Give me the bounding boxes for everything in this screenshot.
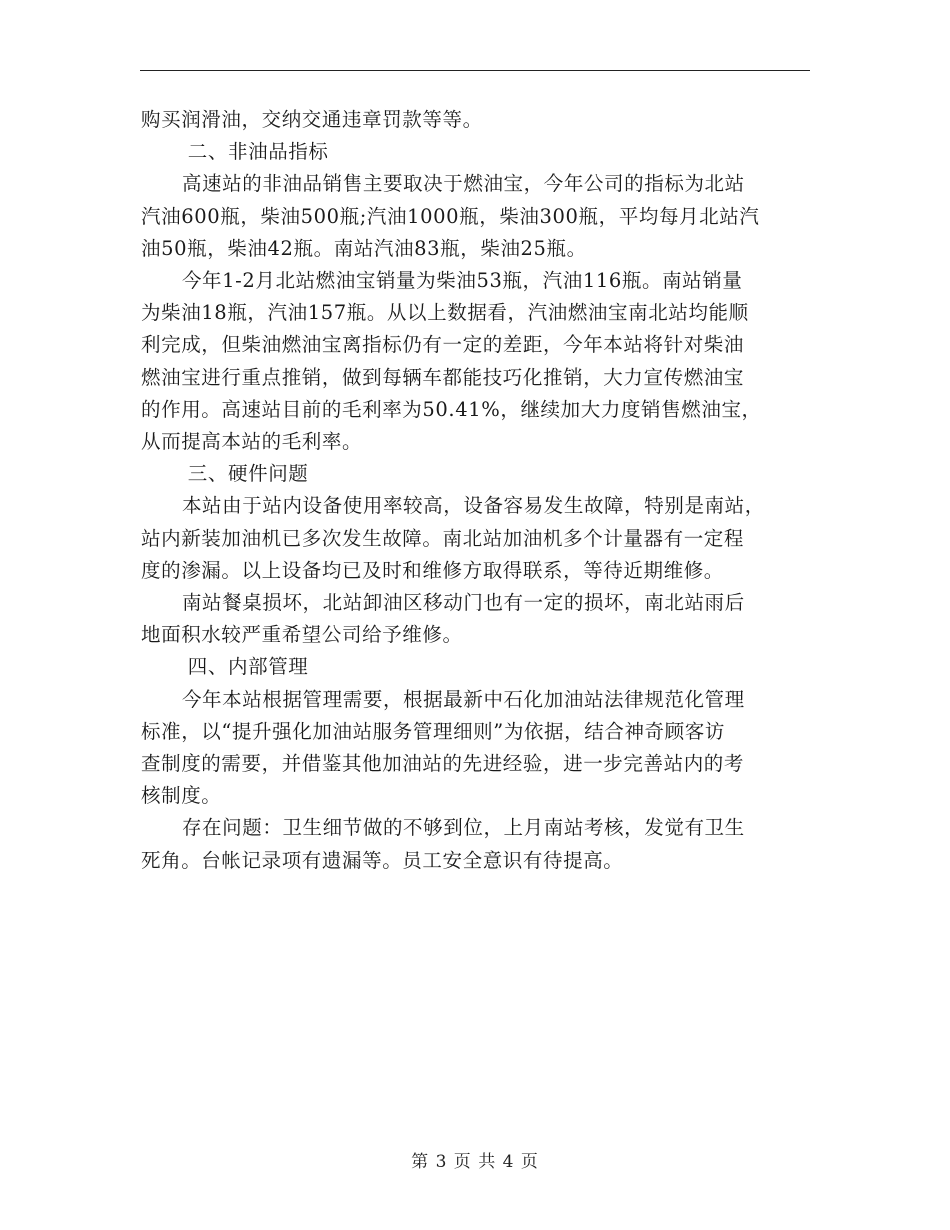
section-heading-hardware: 三、硬件问题 xyxy=(187,462,309,486)
paragraph-equipment-faults: 本站由于站内设备使用率较高，设备容易发生故障，特别是南站， 站内新装加油机已多次发生故障。南北站加油机多个计量器有一定程 度的渗漏。以上设备均已及时和维修方取得联系，等待近期维修。 xyxy=(141,494,765,582)
paragraph-non-oil-targets: 高速站的非油品销售主要取决于燃油宝，今年公司的指标为北站 汽油600瓶，柴油500瓶;汽油1000瓶，柴油300瓶，平均每月北站汽 油50瓶，柴油42瓶。南站汽油83瓶，柴油25瓶。 xyxy=(141,172,760,260)
page-number-footer: 第 3 页 共 4 页 xyxy=(411,1152,539,1172)
paragraph-existing-problems: 存在问题：卫生细节做的不够到位，上月南站考核，发觉有卫生 死角。台帐记录项有遗漏等。员工安全意识有待提高。 xyxy=(141,816,745,872)
document-body xyxy=(141,104,807,877)
section-heading-non-oil: 二、非油品指标 xyxy=(187,140,329,164)
paragraph-management-standards: 今年本站根据管理需要，根据最新中石化加油站法律规范化管理 标准，以“提升强化加油站服务管理细则”为依据，结合神奇顾客访 查制度的需要，并借鉴其他加油站的先进经验，进一步完善站内的考 核制度。 xyxy=(141,687,745,808)
header-rule xyxy=(140,70,810,71)
paragraph-sales-analysis: 今年1-2月北站燃油宝销量为柴油53瓶，汽油116瓶。南站销量 为柴油18瓶，汽油157瓶。从以上数据看，汽油燃油宝南北站均能顺 利完成，但柴油燃油宝离指标仍有一定的差距，今年本站将针对柴油 燃油宝进行重点推销，做到每辆车都能技巧化推销，大力宣传燃油宝 的作用。高速站目前的毛利率为50.41%，继续加大力度销售燃油宝， 从而提高本站的毛利率。 xyxy=(141,269,762,454)
paragraph-continuation: 购买润滑油，交纳交通违章罚款等等。 xyxy=(141,108,483,131)
section-heading-internal-management: 四、内部管理 xyxy=(187,655,309,679)
paragraph-repairs-needed: 南站餐桌损坏，北站卸油区移动门也有一定的损坏，南北站雨后 地面积水较严重希望公司给予维修。 xyxy=(141,591,745,647)
